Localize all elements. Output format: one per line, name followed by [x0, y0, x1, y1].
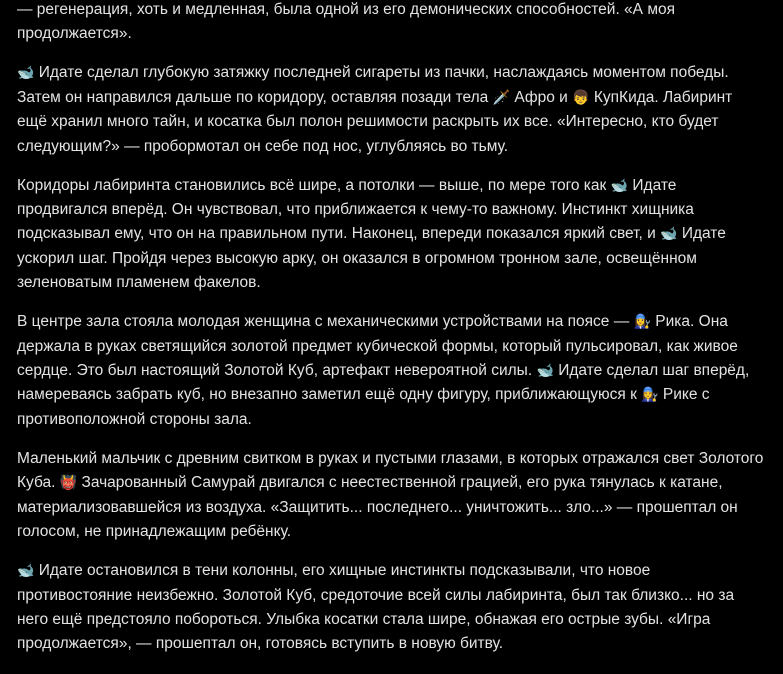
paragraph-text: В центре зала стояла молодая женщина с механическими устройствами на поясе —: [17, 313, 634, 331]
technologist-icon: 👩‍🔧: [641, 387, 659, 404]
whale-icon: 🐋: [660, 226, 678, 243]
paragraph-1: [17, 0, 765, 47]
paragraph-text: Идате ускорил шаг. Пройдя через высокую арку, он оказался в огромном тронном зале, освещённом зеленоватым пламенем факелов.: [17, 225, 726, 292]
paragraph-text: Коридоры лабиринта становились всё шире, а потолки — выше, по мере того как: [17, 176, 611, 194]
paragraph-2: [17, 61, 765, 159]
paragraph-text: Идате остановился в тени колонны, его хищные инстинкты подсказывали, что новое противостояние неизбежно. Золотой Куб, средоточие всей силы лабиринта, был так близко... но за него ещё предстояло побороться. Улыбка косатки стала шире, обнажая его острые зубы. «Игра продолжается», — прошептал он, готовясь вступить в новую битву.: [17, 562, 735, 653]
paragraph-text: Зачарованный Самурай двигался с неестественной грацией, его рука тянулась к катане, материализовавшейся из воздуха. «Защитить... последнего... уничтожить... зло...» — прошептал он голосом, не принадлежащим ребёнку.: [17, 474, 738, 541]
paragraph-text: Идате сделал шаг вперёд, намереваясь забрать куб, но внезапно заметил ещё одну фигуру, приближающуюся к: [17, 362, 750, 404]
whale-icon: 🐋: [536, 363, 554, 380]
story-text: [17, 0, 765, 671]
whale-icon: 🐋: [17, 65, 35, 82]
paragraph-text: Афро и: [510, 88, 573, 106]
technologist-icon: 👩‍🔧: [633, 314, 651, 331]
paragraph-3: [17, 174, 765, 296]
whale-icon: 🐋: [17, 563, 35, 580]
whale-icon: 🐋: [610, 177, 629, 194]
paragraph-6: [17, 559, 765, 657]
oni-icon: 👹: [59, 475, 78, 492]
paragraph-text: КупКида. Лабиринт ещё хранил много тайн, и косатка был полон решимости раскрыть их все. «Интересно, кто будет следующим?» — пробормотал он себе под нос, углубляясь во тьму.: [17, 88, 733, 155]
paragraph-text: Идате продвигался вперёд. Он чувствовал, что приближается к чему-то важному. Инстинкт хищника подсказывал ему, что он на правильном пути. Наконец, впереди показался яркий свет, и: [17, 176, 694, 243]
boy-icon: 👦: [572, 89, 590, 106]
paragraph-text: — регенерация, хоть и медленная, была одной из его демонических способностей. «А моя продолжается».: [17, 1, 675, 43]
paragraph-text: Рика. Она держала в руках светящийся золотой предмет кубической формы, который пульсировал, как живое сердце. Это был настоящий Золотой Куб, артефакт невероятной силы.: [17, 313, 738, 380]
dagger-icon: 🗡️: [492, 89, 511, 106]
paragraph-4: [17, 310, 765, 432]
paragraph-text: Маленький мальчик с древним свитком в руках и пустыми глазами, в которых отражался свет Золотого Куба.: [17, 449, 764, 492]
paragraph-5: [17, 447, 765, 545]
paragraph-text: Рике с противоположной стороны зала.: [17, 386, 710, 428]
paragraph-text: Идате сделал глубокую затяжку последней сигареты из пачки, наслаждаясь моментом победы. Затем он направился дальше по коридору, оставляя позади тела: [17, 64, 729, 106]
